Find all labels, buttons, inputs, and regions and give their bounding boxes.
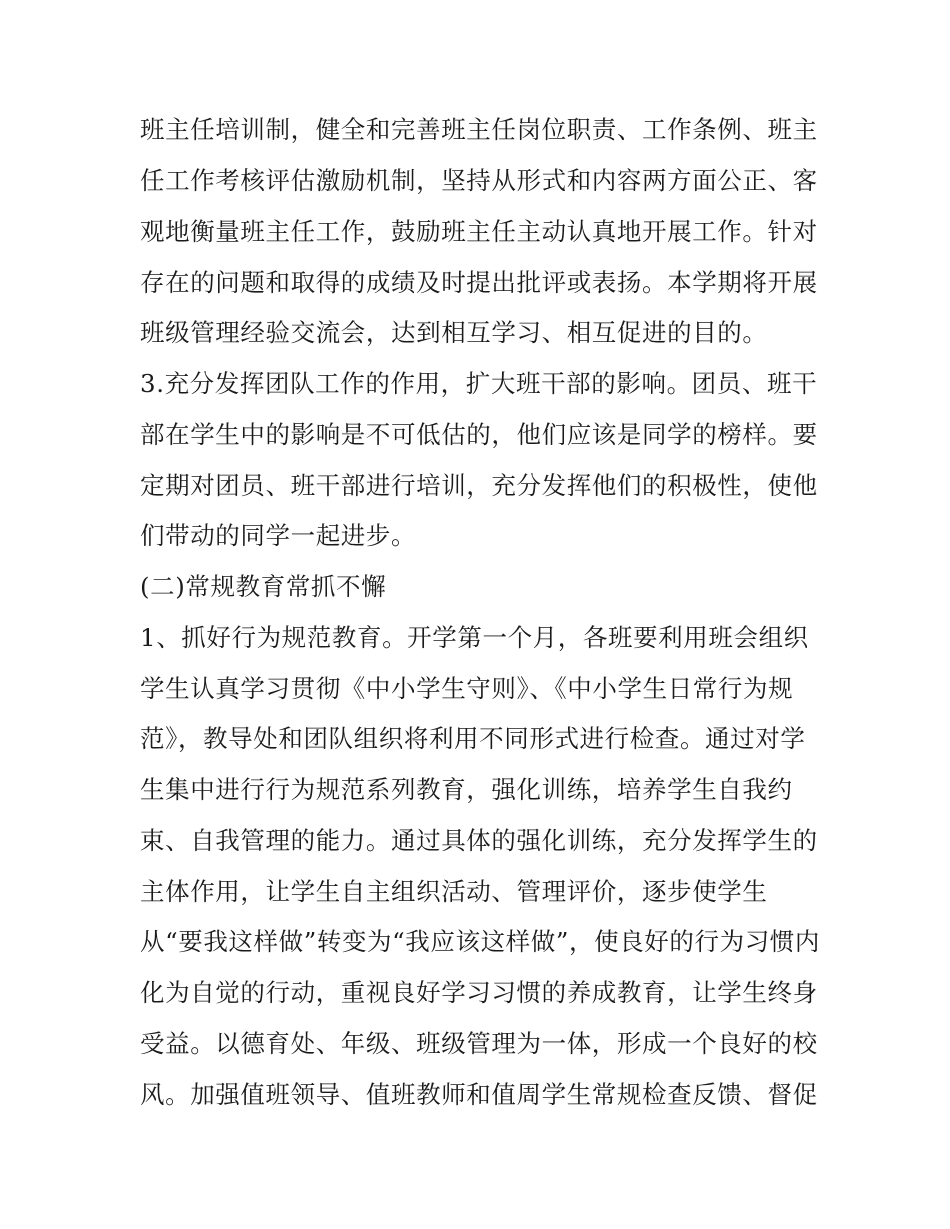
text-line-8: 定期对团员、班干部进行培训，充分发挥他们的积极性，使他 [140, 471, 818, 500]
text-line-11: 1、抓好行为规范教育。开学第一个月，各班要利用班会组织 [140, 623, 809, 652]
text-line-16: 主体作用，让学生自主组织活动、管理评价，逐步使学生 [140, 877, 768, 906]
text-line-7: 部在学生中的影响是不可低估的，他们应该是同学的榜样。要 [140, 420, 818, 449]
text-line-2: 任工作考核评估激励机制，坚持从形式和内容两方面公正、客 [140, 166, 818, 195]
text-line-17: 从“要我这样做”转变为“我应该这样做”，使良好的行为习惯内 [140, 927, 820, 956]
text-line-3: 观地衡量班主任工作，鼓励班主任主动认真地开展工作。针对 [140, 217, 818, 246]
text-line-5: 班级管理经验交流会，达到相互学习、相互促进的目的。 [140, 318, 768, 347]
text-line-14: 生集中进行行为规范系列教育，强化训练，培养学生自我约 [140, 775, 793, 804]
text-line-13: 范》，教导处和团队组织将利用不同形式进行检查。通过对学 [140, 724, 806, 753]
text-line-18: 化为自觉的行动，重视良好学习习惯的养成教育，让学生终身 [140, 978, 818, 1007]
section-heading: (二)常规教育常抓不懈 [140, 572, 387, 601]
text-line-9: 们带动的同学一起进步。 [140, 521, 417, 550]
text-line-15: 束、自我管理的能力。通过具体的强化训练，充分发挥学生的 [140, 826, 818, 855]
text-line-12: 学生认真学习贯彻《中小学生守则》、《中小学生日常行为规 [140, 674, 794, 703]
text-line-6: 3.充分发挥团队工作的作用，扩大班干部的影响。团员、班干 [140, 369, 818, 398]
text-line-20: 风。加强值班领导、值班教师和值周学生常规检查反馈、督促 [140, 1080, 818, 1109]
text-line-1: 班主任培训制，健全和完善班主任岗位职责、工作条例、班主 [140, 115, 818, 144]
text-line-4: 存在的问题和取得的成绩及时提出批评或表扬。本学期将开展 [140, 268, 818, 297]
text-line-19: 受益。以德育处、年级、班级管理为一体，形成一个良好的校 [140, 1029, 818, 1058]
